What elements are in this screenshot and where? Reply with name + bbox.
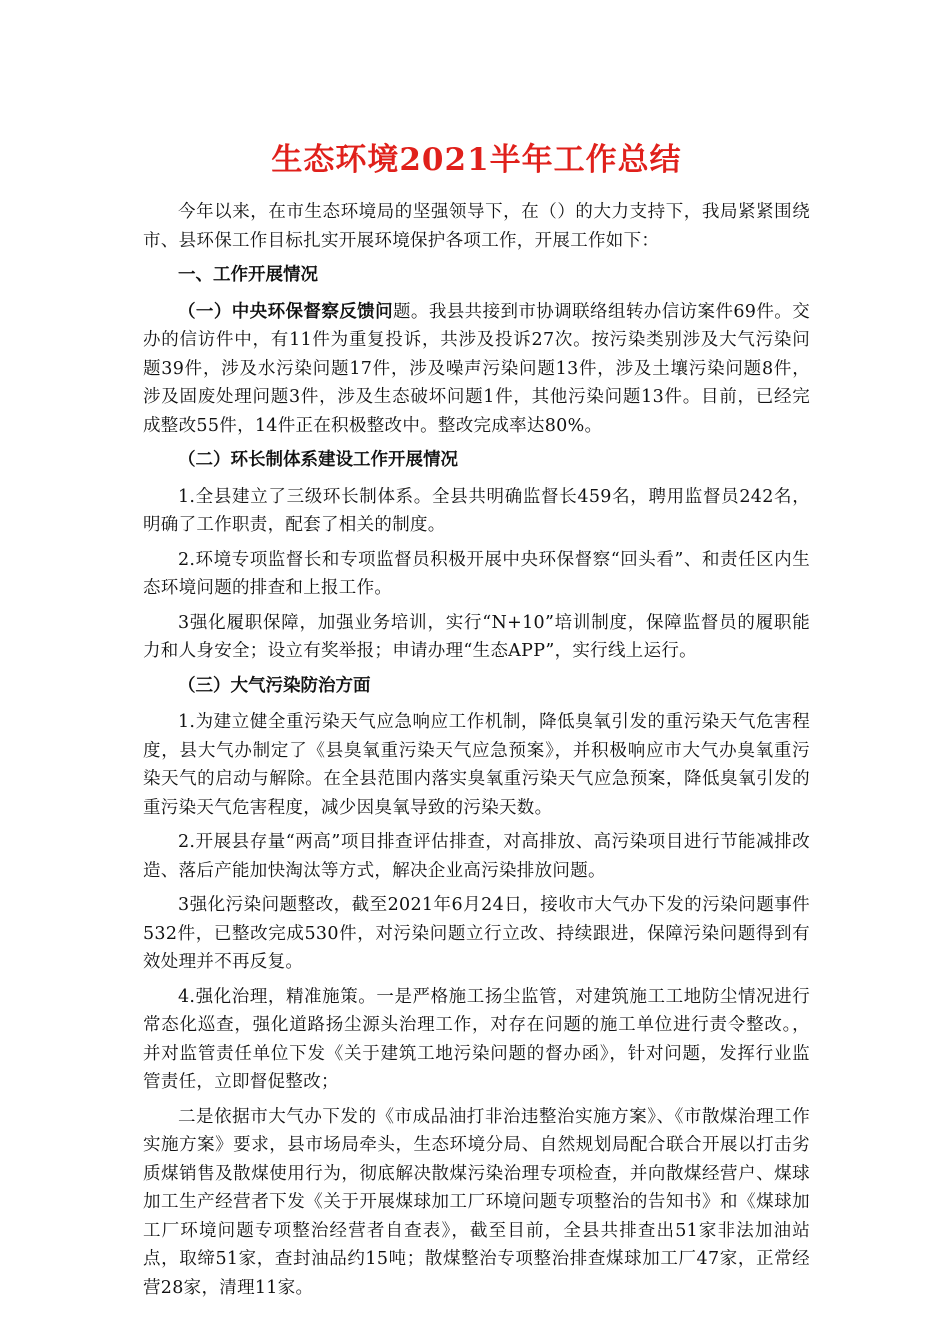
sub3-paragraph-2: 2.开展县存量“两高”项目排查评估排查，对高排放、高污染项目进行节能减排改造、落后产能加快淘汰等方式，解决企业高污染排放问题。 xyxy=(143,832,810,881)
sub3-paragraph-5: 二是依据市大气办下发的《市成品油打非治违整治实施方案》、《市散煤治理工作实施方案》要求，县市场局牵头，生态环境分局、自然规划局配合联合开展以打击劣质煤销售及散煤使用行为，彻底解决散煤污染治理专项检查，并向散煤经营户、煤球加工生产经营者下发《关于开展煤球加工厂环境问题专项整治的告知书》和《煤球加工厂环境问题专项整治经营者自查表》，截至目前，全县共排查出51家非法加油站点，取缔51家，查封油品约15吨；散煤整治专项整治排查煤球加工厂47家，正常经营28家，清理11家。 xyxy=(143,1106,810,1298)
sub2-paragraph-1: 1.全县建立了三级环长制体系。全县共明确监督长459名，聘用监督员242名，明确了工作职责，配套了相关的制度。 xyxy=(143,486,810,535)
sub2-paragraph-2: 2.环境专项监督长和专项监督员积极开展中央环保督察“回头看”、和责任区内生态环境问题的排查和上报工作。 xyxy=(143,549,810,598)
sub1-paragraph xyxy=(143,298,810,441)
sub3-paragraph-4: 4.强化治理，精准施策。一是严格施工扬尘监管，对建筑施工工地防尘情况进行常态化巡查，强化道路扬尘源头治理工作，对存在问题的施工单位进行责令整改。，并对监管责任单位下发《关于建筑工地污染问题的督办函》，针对问题，发挥行业监管责任，立即督促整改； xyxy=(143,986,810,1092)
intro-paragraph: 今年以来，在市生态环境局的坚强领导下，在（）的大力支持下，我局紧紧围绕市、县环保工作目标扎实开展环境保护各项工作，开展工作如下： xyxy=(143,202,810,251)
sub3-paragraph-3: 3强化污染问题整改，截至2021年6月24日，接收市大气办下发的污染问题事件532件，已整改完成530件，对污染问题立行立改、持续跟进，保障污染问题得到有效处理并不再反复。 xyxy=(143,895,810,972)
document-title: 生态环境2021半年工作总结 xyxy=(271,142,682,178)
sub3-paragraph-1: 1.为建立健全重污染天气应急响应工作机制，降低臭氧引发的重污染天气危害程度，县大气办制定了《县臭氧重污染天气应急预案》，并积极响应市大气办臭氧重污染天气的启动与解除。在全县范围内落实臭氧重污染天气应急预案，降低臭氧引发的重污染天气危害程度，减少因臭氧导致的污染天数。 xyxy=(143,712,810,818)
section-heading-1: 一、工作开展情况 xyxy=(178,265,318,285)
sub1-heading: （一）中央环保督察反馈问 xyxy=(178,301,393,322)
sub2-paragraph-3: 3强化履职保障，加强业务培训，实行“N+10”培训制度，保障监督员的履职能力和人身安全；设立有奖举报；申请办理“生态APP”，实行线上运行。 xyxy=(143,612,810,661)
sub2-heading: （二）环长制体系建设工作开展情况 xyxy=(178,450,458,470)
sub1-text: 题。我县共接到市协调联络组转办信访案件69件。交办的信访件中，有11件为重复投诉，共涉及投诉27次。按污染类别涉及大气污染问题39件，涉及水污染问题17件，涉及噪声污染问题13件，涉及土壤污染问题8件，涉及固废处理问题3件，涉及生态破坏问题1件，其他污染问题13件。目前，已经完成整改55件，14件正在积极整改中。整改完成率达80%。 xyxy=(143,301,810,436)
sub3-heading: （三）大气污染防治方面 xyxy=(178,675,371,696)
